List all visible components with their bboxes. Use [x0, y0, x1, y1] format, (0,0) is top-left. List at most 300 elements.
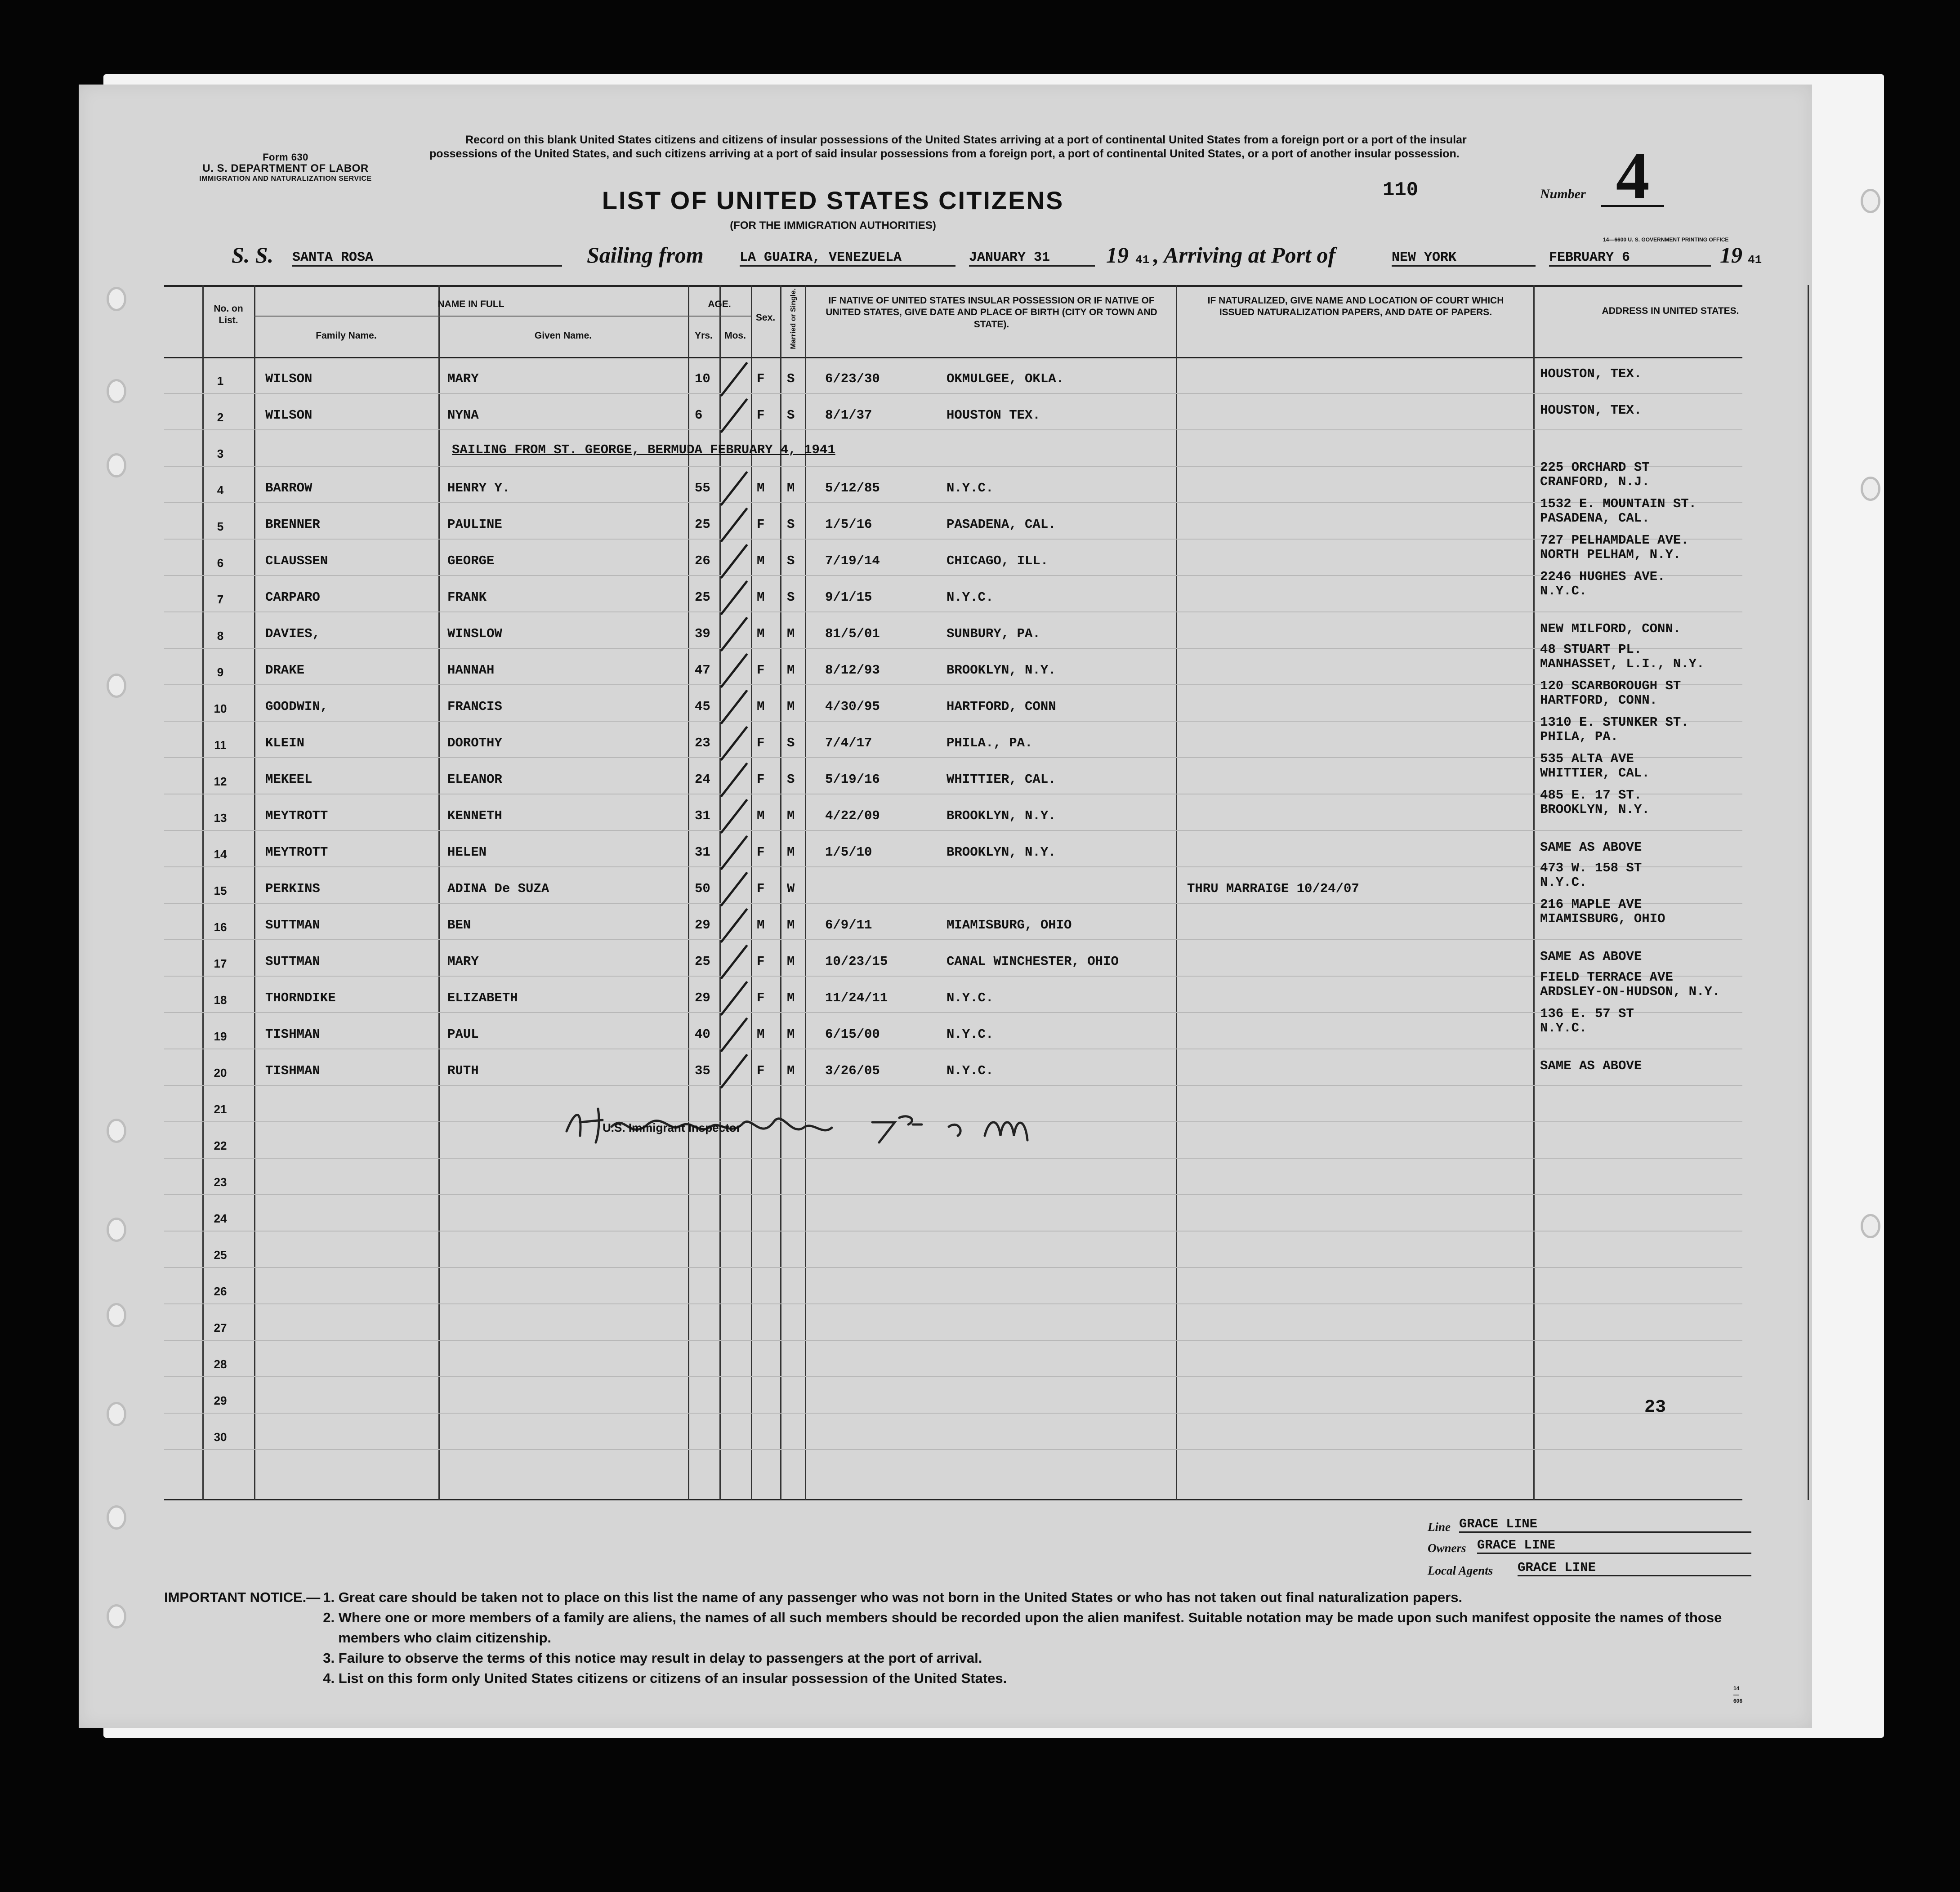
sex: M: [757, 590, 765, 605]
check-mark: [720, 690, 748, 725]
row-number: 21: [214, 1102, 227, 1116]
address-line-2: PHILA, PA.: [1540, 729, 1619, 744]
marital-status: M: [787, 954, 795, 969]
row-rule: [164, 1413, 1742, 1414]
row-number: 3: [217, 447, 224, 460]
form-code: 14—606: [1733, 1685, 1743, 1704]
row-number: 11: [214, 738, 227, 752]
punch-hole: [107, 1402, 126, 1426]
row-rule: [164, 1449, 1742, 1450]
sailing-port: LA GUAIRA, VENEZUELA: [740, 250, 955, 267]
row-number: 6: [217, 556, 224, 570]
sex: F: [757, 663, 765, 678]
age-years: 25: [695, 954, 710, 969]
punch-hole: [107, 674, 126, 698]
marital-status: M: [787, 699, 795, 714]
col-divider: [751, 285, 752, 1500]
notice-item-4: 4. List on this form only United States citizens or citizens of an insular possession of the United States.: [323, 1670, 1007, 1686]
age-years: 25: [695, 517, 710, 532]
marital-status: M: [787, 991, 795, 1005]
sex: M: [757, 626, 765, 641]
birth-date: 5/19/16: [825, 772, 880, 787]
sex: F: [757, 736, 765, 750]
birth-place: CANAL WINCHESTER, OHIO: [947, 954, 1119, 969]
family-name: MEYTROTT: [265, 808, 328, 823]
birth-date: 7/19/14: [825, 553, 880, 568]
punch-hole: [107, 1218, 126, 1242]
row-rule: [164, 939, 1742, 940]
check-mark: [720, 981, 748, 1016]
row-number: 14: [214, 848, 227, 861]
col-header-age: AGE.: [708, 299, 731, 309]
arrival-date: FEBRUARY 6: [1549, 250, 1711, 267]
local-agents-label: Local Agents: [1428, 1564, 1493, 1577]
birth-date: 8/12/93: [825, 663, 880, 678]
form-preamble: Record on this blank United States citizens and citizens of insular possessions of the United States arriving at a port of continental United States from a foreign port or a port of the insular possessions of the United States, and such citizens arriving at a port of said insular possessions from a foreign port, a port of continental United States, or a port of another insular possession.: [429, 134, 1467, 161]
age-years: 35: [695, 1063, 710, 1078]
sex: M: [757, 918, 765, 933]
col-divider: [1808, 285, 1809, 1500]
col-divider: [688, 285, 689, 1500]
sex: M: [757, 481, 765, 495]
row-number: 19: [214, 1030, 227, 1043]
col-header-married: Married or Single.: [790, 288, 797, 349]
row-rule: [164, 1267, 1742, 1268]
marital-status: S: [787, 371, 795, 386]
notice-heading: IMPORTANT NOTICE.—: [164, 1589, 321, 1605]
row-rule: [164, 393, 1742, 394]
address-line-1: 225 ORCHARD ST: [1540, 460, 1650, 475]
col-header-no: No. on List.: [214, 303, 243, 326]
marital-status: S: [787, 408, 795, 423]
row-rule: [164, 1012, 1742, 1013]
address-line-2: MIAMISBURG, OHIO: [1540, 911, 1665, 926]
row-rule: [164, 539, 1742, 540]
marital-status: M: [787, 663, 795, 678]
check-mark: [720, 945, 748, 980]
given-name: ADINA De SUZA: [447, 881, 549, 896]
birth-place: BROOKLYN, N.Y.: [947, 663, 1056, 678]
marital-status: M: [787, 1027, 795, 1042]
family-name: WILSON: [265, 408, 313, 423]
row-rule: [164, 684, 1742, 685]
birth-place: N.Y.C.: [947, 991, 994, 1005]
row-number: 24: [214, 1212, 227, 1225]
check-mark: [720, 362, 748, 397]
punch-hole: [107, 287, 126, 311]
birth-place: CHICAGO, ILL.: [947, 553, 1049, 568]
punch-hole: [107, 453, 126, 477]
row-number: 28: [214, 1357, 227, 1371]
col-divider: [438, 285, 440, 1500]
notice-item-1: 1. Great care should be taken not to place on this list the name of any passenger who was not born in the United States or who has not taken out final naturalization papers.: [323, 1589, 1463, 1605]
birth-place: PHILA., PA.: [947, 736, 1033, 750]
age-years: 25: [695, 590, 710, 605]
birth-date: 4/30/95: [825, 699, 880, 714]
row-number: 23: [214, 1175, 227, 1189]
family-name: DRAKE: [265, 663, 305, 678]
age-years: 10: [695, 371, 710, 386]
address-line-1: 485 E. 17 ST.: [1540, 788, 1642, 803]
row-number: 25: [214, 1248, 227, 1262]
birth-place: N.Y.C.: [947, 590, 994, 605]
col-divider: [202, 285, 204, 1500]
row-rule: [164, 575, 1742, 576]
row-rule: [164, 429, 1742, 430]
footer: [164, 1505, 1742, 1726]
arrival-port: NEW YORK: [1392, 250, 1536, 267]
row-rule: [164, 1231, 1742, 1232]
table-bottom-border: [164, 1499, 1742, 1500]
col-header-sex: Sex.: [755, 312, 776, 323]
birth-place: N.Y.C.: [947, 1027, 994, 1042]
age-years: 39: [695, 626, 710, 641]
family-name: MEYTROTT: [265, 845, 328, 860]
row-number: 30: [214, 1430, 227, 1444]
given-name: PAULINE: [447, 517, 502, 532]
binder-hole: [1861, 189, 1880, 213]
form-id-block: [196, 152, 375, 183]
address-line-2: NORTH PELHAM, N.Y.: [1540, 547, 1681, 562]
col-header-given: Given Name.: [534, 330, 592, 341]
printer-note: 14—6600 U. S. GOVERNMENT PRINTING OFFICE: [1603, 236, 1729, 243]
given-name: BEN: [447, 918, 471, 933]
marital-status: M: [787, 918, 795, 933]
marital-status: W: [787, 881, 795, 896]
row-number: 7: [217, 593, 224, 606]
given-name: FRANK: [447, 590, 487, 605]
birth-date: 4/22/09: [825, 808, 880, 823]
check-mark: [720, 763, 748, 798]
age-years: 26: [695, 553, 710, 568]
birth-date: 6/15/00: [825, 1027, 880, 1042]
birth-place: HOUSTON TEX.: [947, 408, 1040, 423]
given-name: WINSLOW: [447, 626, 502, 641]
family-name: WILSON: [265, 371, 313, 386]
check-mark: [720, 799, 748, 834]
check-mark: [720, 508, 748, 543]
birth-date: 6/23/30: [825, 371, 880, 386]
row-rule: [164, 1158, 1742, 1159]
local-agents-value: GRACE LINE: [1518, 1560, 1751, 1576]
given-name: DOROTHY: [447, 736, 502, 750]
address-line-2: BROOKLYN, N.Y.: [1540, 802, 1650, 817]
age-years: 29: [695, 991, 710, 1005]
col-header-birth: IF NATIVE OF UNITED STATES INSULAR POSSESSION OR IF NATIVE OF UNITED STATES, GIVE DATE AND PLACE OF BIRTH (CITY OR TOWN AND STATE).: [826, 295, 1157, 330]
check-mark: [720, 653, 748, 688]
col-header-naturalized: IF NATURALIZED, GIVE NAME AND LOCATION OF COURT WHICH ISSUED NATURALIZATION PAPERS, AND DATE OF PAPERS.: [1207, 295, 1504, 318]
check-mark: [720, 580, 748, 616]
row-number: 5: [217, 520, 224, 533]
birth-place: N.Y.C.: [947, 1063, 994, 1078]
birth-date: 3/26/05: [825, 1063, 880, 1078]
birth-date: 9/1/15: [825, 590, 872, 605]
birth-place: HARTFORD, CONN: [947, 699, 1056, 714]
check-mark: [720, 617, 748, 652]
row-rule: [164, 757, 1742, 758]
line-label: Line: [1428, 1520, 1451, 1534]
col-divider: [1176, 285, 1177, 1500]
col-header-family: Family Name.: [316, 330, 377, 341]
age-years: 31: [695, 845, 710, 860]
row-number: 20: [214, 1066, 227, 1080]
sex: F: [757, 1063, 765, 1078]
table-top-border: [164, 285, 1742, 287]
birth-place: MIAMISBURG, OHIO: [947, 918, 1072, 933]
punch-hole: [107, 1303, 126, 1327]
row-number: 2: [217, 411, 224, 424]
given-name: KENNETH: [447, 808, 502, 823]
voyage-line: [232, 236, 1762, 273]
marital-status: M: [787, 845, 795, 860]
col-divider: [805, 285, 806, 1500]
row-number: 29: [214, 1394, 227, 1407]
check-mark: [720, 1054, 748, 1089]
row-rule: [164, 1303, 1742, 1304]
page-subtitle: (FOR THE IMMIGRATION AUTHORITIES): [730, 219, 936, 232]
owners-value: GRACE LINE: [1477, 1538, 1751, 1554]
row-rule: [164, 466, 1742, 467]
birth-place: N.Y.C.: [947, 481, 994, 495]
row-rule: [164, 1194, 1742, 1195]
sex: F: [757, 408, 765, 423]
stamp-number: 110: [1383, 179, 1419, 201]
address-line-1: SAME AS ABOVE: [1540, 1058, 1642, 1073]
row-number: 4: [217, 483, 224, 497]
col-divider: [254, 285, 255, 1500]
inspector-caption: U.S. Immigrant Inspector: [603, 1121, 741, 1134]
row-rule: [164, 1085, 1742, 1086]
check-mark: [720, 726, 748, 761]
address-line-1: HOUSTON, TEX.: [1540, 366, 1642, 381]
row-number: 13: [214, 811, 227, 825]
birth-place: OKMULGEE, OKLA.: [947, 371, 1064, 386]
age-years: 29: [695, 918, 710, 933]
marital-status: M: [787, 1063, 795, 1078]
age-years: 40: [695, 1027, 710, 1042]
row-rule: [164, 611, 1742, 612]
page-title: LIST OF UNITED STATES CITIZENS: [602, 186, 1064, 214]
age-years: 55: [695, 481, 710, 495]
given-name: FRANCIS: [447, 699, 502, 714]
age-years: 24: [695, 772, 710, 787]
row-number: 1: [217, 374, 224, 388]
sex: F: [757, 371, 765, 386]
family-name: SUTTMAN: [265, 954, 320, 969]
row-number: 8: [217, 629, 224, 643]
punch-hole: [107, 1505, 126, 1530]
address-line-2: N.Y.C.: [1540, 1021, 1587, 1035]
address-line-1: NEW MILFORD, CONN.: [1540, 621, 1681, 636]
list-number: 4: [1601, 147, 1664, 207]
address-line-1: 2246 HUGHES AVE.: [1540, 569, 1665, 584]
birth-place: PASADENA, CAL.: [947, 517, 1056, 532]
ss-label: S. S.: [232, 242, 274, 268]
birth-date: 8/1/37: [825, 408, 872, 423]
notice-item-3: 3. Failure to observe the terms of this notice may result in delay to passengers at the port of arrival.: [323, 1650, 982, 1666]
marital-status: M: [787, 626, 795, 641]
given-name: HELEN: [447, 845, 487, 860]
family-name: BRENNER: [265, 517, 320, 532]
punch-hole: [107, 379, 126, 403]
address-line-2: CRANFORD, N.J.: [1540, 474, 1650, 489]
marital-status: S: [787, 736, 795, 750]
family-name: PERKINS: [265, 881, 320, 896]
address-line-1: 535 ALTA AVE: [1540, 751, 1634, 766]
birth-date: 11/24/11: [825, 991, 888, 1005]
address-line-1: 1532 E. MOUNTAIN ST.: [1540, 496, 1697, 511]
marital-status: S: [787, 517, 795, 532]
check-mark: [720, 835, 748, 870]
address-line-2: N.Y.C.: [1540, 875, 1587, 890]
age-years: 31: [695, 808, 710, 823]
sex: F: [757, 881, 765, 896]
marital-status: S: [787, 772, 795, 787]
family-name: GOODWIN,: [265, 699, 328, 714]
given-name: RUTH: [447, 1063, 479, 1078]
marital-status: S: [787, 590, 795, 605]
given-name: PAUL: [447, 1027, 479, 1042]
marital-status: M: [787, 481, 795, 495]
check-mark: [720, 872, 748, 907]
address-line-2: MANHASSET, L.I., N.Y.: [1540, 656, 1705, 671]
important-notice: [164, 1588, 1747, 1689]
sex: M: [757, 553, 765, 568]
row-number: 27: [214, 1321, 227, 1334]
birth-place: WHITTIER, CAL.: [947, 772, 1056, 787]
given-name: MARY: [447, 371, 479, 386]
given-name: ELIZABETH: [447, 991, 518, 1005]
address-line-1: 216 MAPLE AVE: [1540, 897, 1642, 912]
sex: F: [757, 845, 765, 860]
marital-status: M: [787, 808, 795, 823]
age-years: 50: [695, 881, 710, 896]
family-name: SUTTMAN: [265, 918, 320, 933]
address-line-2: PASADENA, CAL.: [1540, 511, 1650, 526]
punch-hole: [107, 1119, 126, 1143]
check-mark: [720, 398, 748, 433]
check-mark: [720, 471, 748, 506]
given-name: HENRY Y.: [447, 481, 510, 495]
col-divider: [1533, 285, 1535, 1500]
address-line-1: 1310 E. STUNKER ST.: [1540, 715, 1689, 730]
sex: F: [757, 517, 765, 532]
number-label: Number: [1540, 187, 1586, 201]
birth-date: 5/12/85: [825, 481, 880, 495]
col-header-address: ADDRESS IN UNITED STATES.: [1602, 306, 1739, 316]
row-number: 22: [214, 1139, 227, 1152]
form-number: Form 630: [263, 152, 308, 163]
birth-place: BROOKLYN, N.Y.: [947, 808, 1056, 823]
sex: M: [757, 699, 765, 714]
row-rule: [164, 1340, 1742, 1341]
given-name: ELEANOR: [447, 772, 502, 787]
address-line-1: SAME AS ABOVE: [1540, 840, 1642, 855]
sex: F: [757, 954, 765, 969]
sex: F: [757, 772, 765, 787]
row-rule: [164, 830, 1742, 831]
address-line-1: FIELD TERRACE AVE: [1540, 970, 1673, 985]
sail-year: 41: [1135, 253, 1150, 267]
given-name: NYNA: [447, 408, 479, 423]
row-number: 9: [217, 665, 224, 679]
arrival-year: 41: [1748, 253, 1762, 267]
row-number: 18: [214, 993, 227, 1007]
family-name: CLAUSSEN: [265, 553, 328, 568]
birth-date: 6/9/11: [825, 918, 872, 933]
address-line-1: 727 PELHAMDALE AVE.: [1540, 533, 1689, 548]
sailing-label: Sailing from: [587, 242, 704, 268]
row-rule: [164, 502, 1742, 503]
col-header-yrs: Yrs.: [695, 330, 713, 341]
col-header-mos: Mos.: [724, 330, 746, 341]
check-mark: [720, 1017, 748, 1053]
address-line-2: N.Y.C.: [1540, 584, 1587, 598]
family-name: TISHMAN: [265, 1027, 320, 1042]
birth-place: BROOKLYN, N.Y.: [947, 845, 1056, 860]
naturalization: THRU MARRAIGE 10/24/07: [1187, 881, 1359, 896]
punch-hole: [107, 1604, 126, 1629]
address-line-1: 136 E. 57 ST: [1540, 1006, 1634, 1021]
address-line-1: SAME AS ABOVE: [1540, 949, 1642, 964]
col-divider: [780, 285, 781, 1500]
service-name: IMMIGRATION AND NATURALIZATION SERVICE: [199, 174, 372, 183]
birth-place: SUNBURY, PA.: [947, 626, 1040, 641]
family-name: BARROW: [265, 481, 313, 495]
binder-hole: [1861, 1214, 1880, 1238]
col-header-name: NAME IN FULL: [438, 299, 505, 309]
age-years: 47: [695, 663, 710, 678]
sex: M: [757, 1027, 765, 1042]
row-rule: [164, 903, 1742, 904]
sailing-date: JANUARY 31: [969, 250, 1095, 267]
header-rule: [254, 316, 688, 317]
line-value: GRACE LINE: [1459, 1517, 1751, 1533]
given-name: HANNAH: [447, 663, 495, 678]
birth-date: 7/4/17: [825, 736, 872, 750]
birth-date: 81/5/01: [825, 626, 880, 641]
row-number: 26: [214, 1285, 227, 1298]
row-number: 16: [214, 920, 227, 934]
department-name: U. S. DEPARTMENT OF LABOR: [202, 162, 369, 175]
header-bottom-border: [164, 357, 1742, 358]
owners-label: Owners: [1428, 1541, 1466, 1555]
age-years: 45: [695, 699, 710, 714]
address-line-2: ARDSLEY-ON-HUDSON, N.Y.: [1540, 984, 1720, 999]
marital-status: S: [787, 553, 795, 568]
row-rule: [164, 1376, 1742, 1377]
address-line-1: 48 STUART PL.: [1540, 642, 1642, 657]
family-name: DAVIES,: [265, 626, 320, 641]
arrival-year-prefix: 19: [1720, 242, 1742, 268]
notice-item-2: 2. Where one or more members of a family are aliens, the names of all such members should be recorded upon the alien manifest. Suitable notation may be made upon such manifest opposite the names of those members who claim citizenship.: [323, 1609, 1722, 1646]
sex: M: [757, 808, 765, 823]
arriving-label: , Arriving at Port of: [1153, 242, 1336, 268]
passenger-table: [164, 285, 1742, 1500]
given-name: GEORGE: [447, 553, 495, 568]
page-reference: 23: [1644, 1397, 1666, 1418]
birth-date: 10/23/15: [825, 954, 888, 969]
section-note: SAILING FROM ST. GEORGE, BERMUDA FEBRUARY 4, 1941: [452, 442, 835, 457]
address-line-2: HARTFORD, CONN.: [1540, 693, 1658, 708]
row-number: 15: [214, 884, 227, 897]
check-mark: [720, 908, 748, 943]
col-divider: [719, 285, 721, 1500]
sex: F: [757, 991, 765, 1005]
check-mark: [720, 544, 748, 579]
given-name: MARY: [447, 954, 479, 969]
family-name: CARPARO: [265, 590, 320, 605]
